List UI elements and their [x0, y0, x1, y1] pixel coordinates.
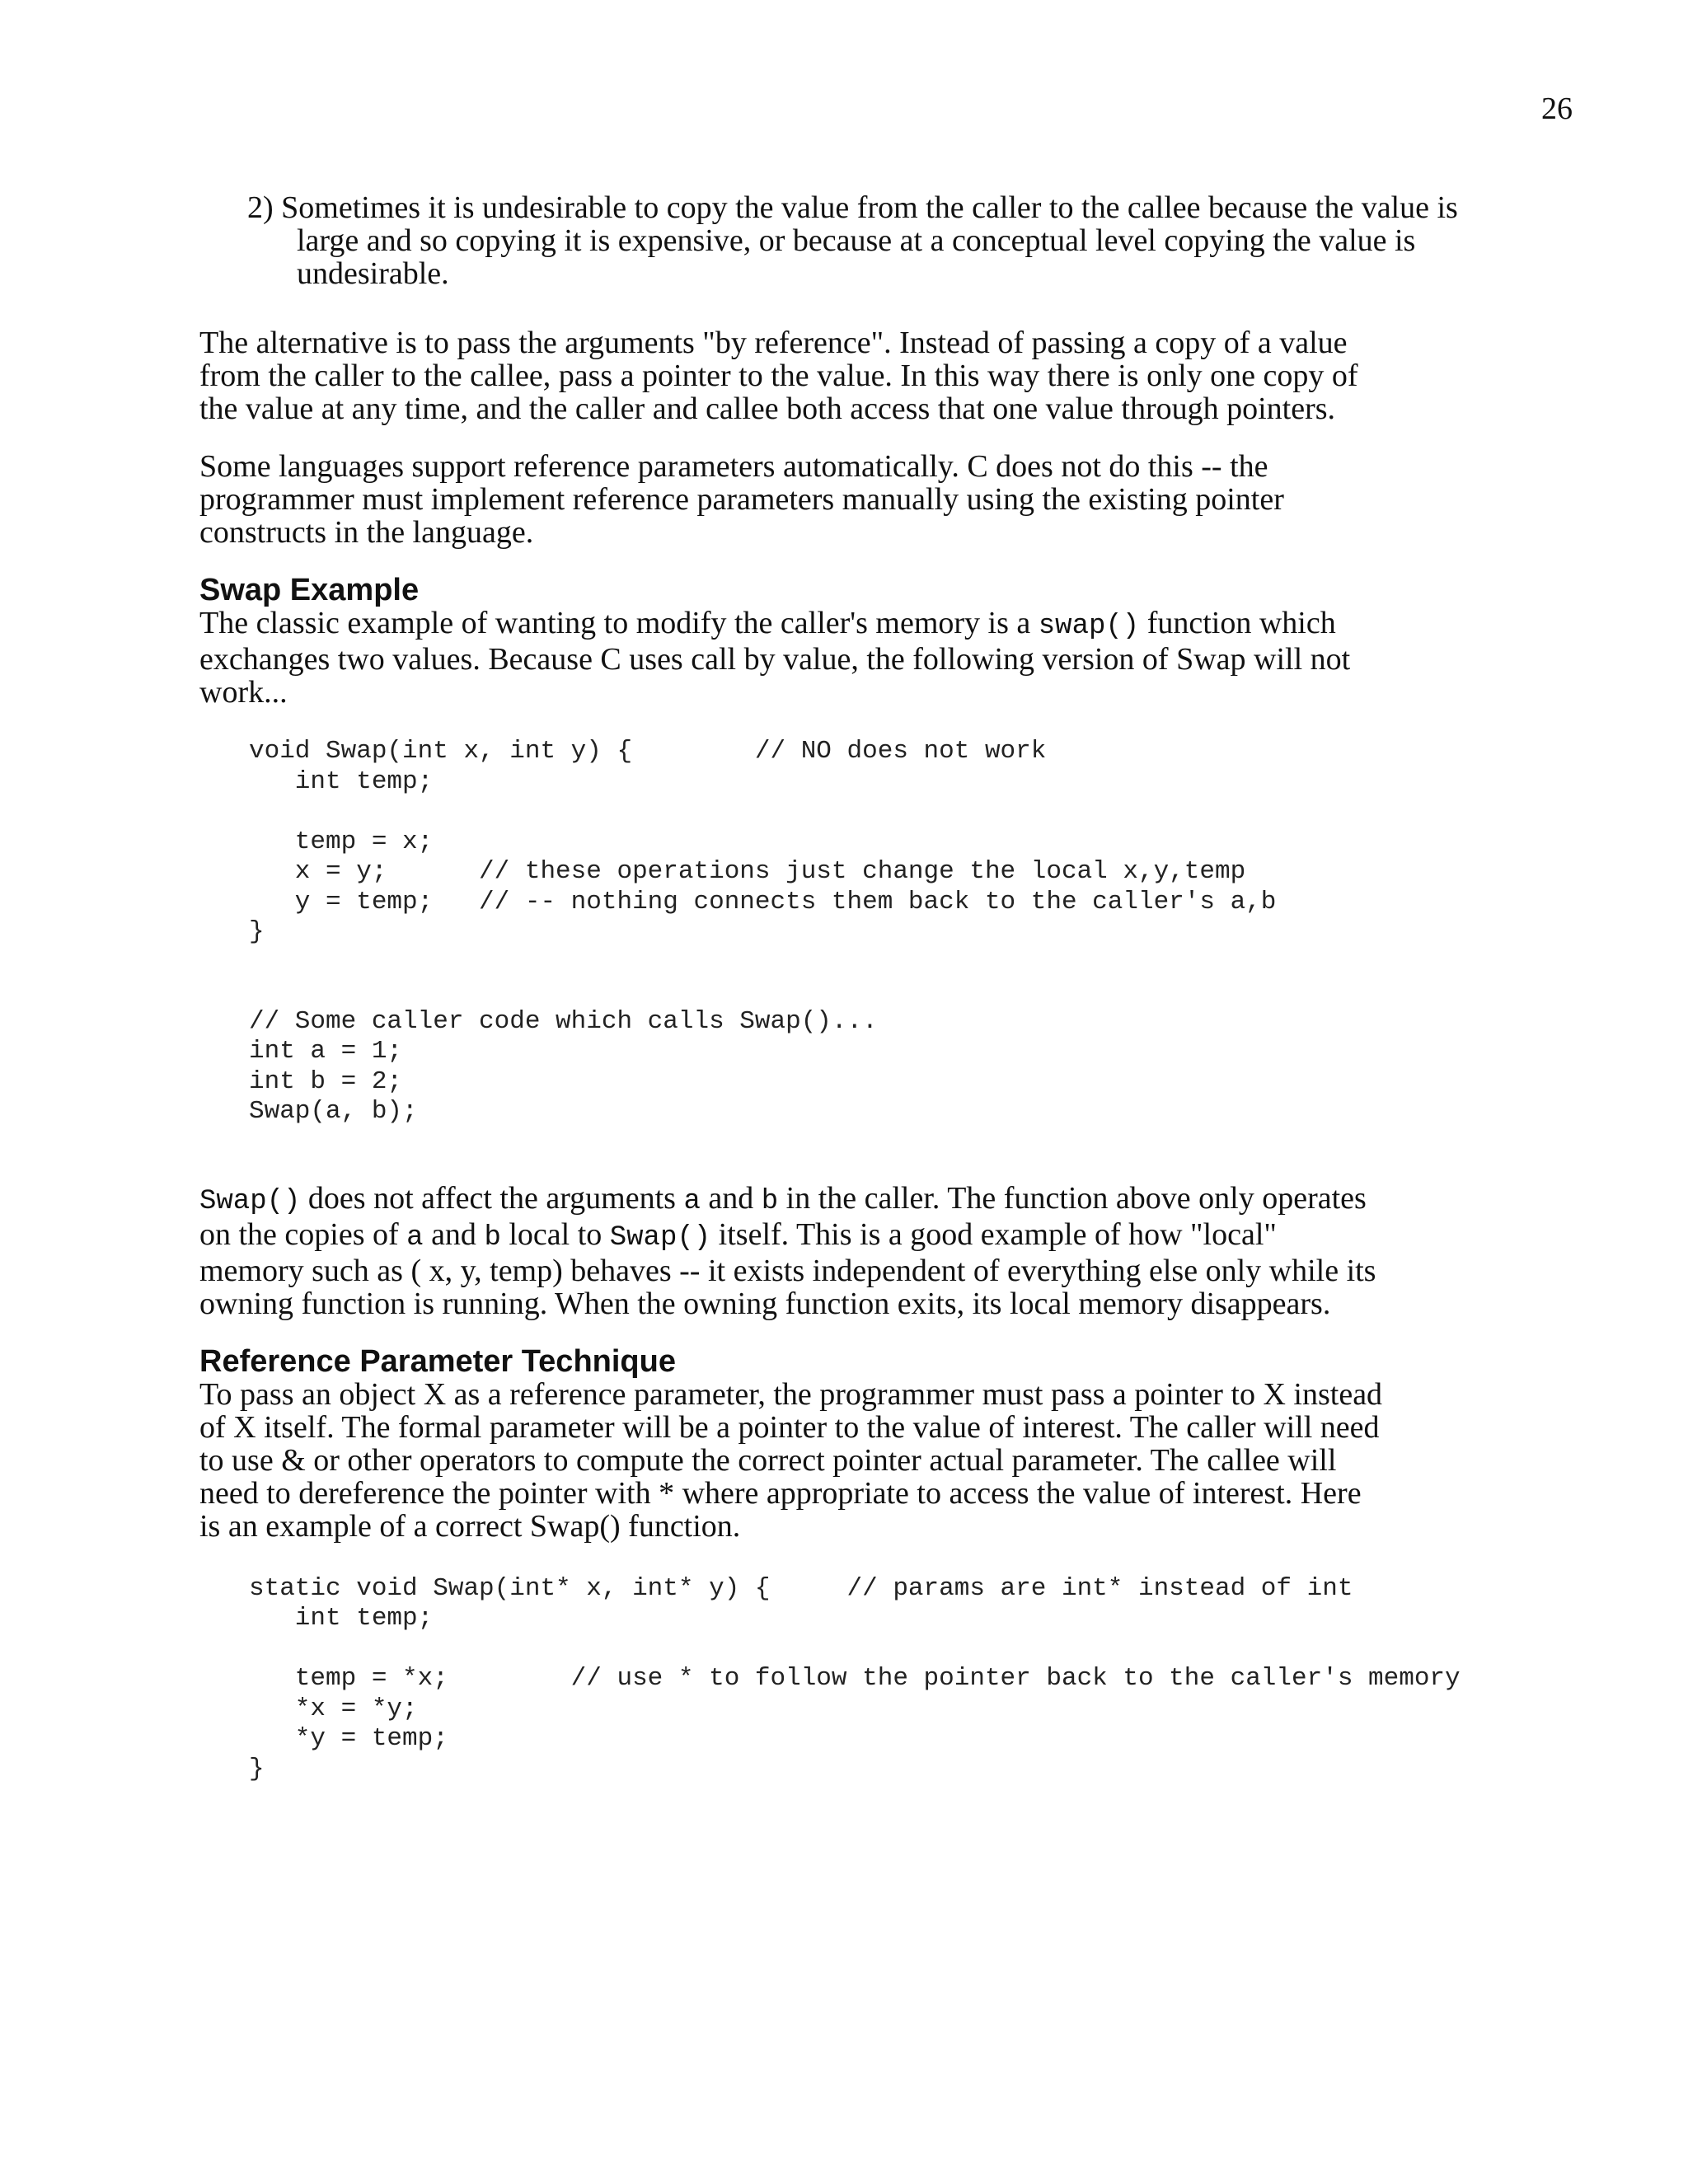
explain-text: local to	[500, 1216, 610, 1252]
swap-intro-text-1: The classic example of wanting to modify the caller's memory is a	[199, 606, 1039, 640]
code-block-swap-by-reference: static void Swap(int* x, int* y) { // params are int* instead of int int temp; temp = *x; // use * to follow the pointer back to the caller's memory *x = *y; *y = temp; }	[249, 1573, 1461, 1783]
reference-parameter-paragraph: To pass an object X as a reference parameter, the programmer must pass a pointer to X instead of X itself. The formal parameter will be a pointer to the value of interest. The caller will need to use & or other operators to compute the correct pointer actual parameter. The callee will need to dereference the pointer with * where appropriate to access the value of interest. Here is an example of a correct Swap() function.	[199, 1376, 1383, 1544]
page-content	[199, 191, 1617, 1784]
inline-code-b: b	[761, 1185, 779, 1217]
code-block-swap-by-value: void Swap(int x, int y) { // NO does not work int temp; temp = x; x = y; // these operations just change the local x,y,temp y = temp; // -- nothing connects them back to the caller's a,b }	[249, 737, 1277, 946]
swap-inline-code: swap()	[1038, 611, 1140, 642]
swap-intro-paragraph	[199, 607, 1386, 709]
reference-parameter-heading: Reference Parameter Technique	[199, 1343, 676, 1379]
inline-code-b: b	[484, 1221, 501, 1254]
code-spacer	[199, 948, 1617, 977]
inline-code-swap: Swap()	[609, 1221, 711, 1254]
inline-code-a: a	[406, 1221, 424, 1254]
inline-code-swap: Swap()	[199, 1185, 301, 1217]
code-block-caller: // Some caller code which calls Swap()... int a = 1; int b = 2; Swap(a, b);	[249, 1006, 878, 1126]
inline-code-a: a	[683, 1185, 701, 1217]
explain-text: does not affect the arguments	[300, 1180, 684, 1216]
swap-example-heading: Swap Example	[199, 573, 420, 607]
explain-text: itself. This is a good example of how "local" memory such as ( x, y, temp) behaves -- it exists independent of everything else only while its owning function is running. When the owning function exits, its local memory disappears.	[199, 1216, 1376, 1321]
explain-text: and	[423, 1216, 485, 1252]
page-number: 26	[1541, 91, 1573, 126]
swap-explanation-paragraph	[199, 1182, 1386, 1320]
explain-text: in the caller. The function above only operates on the copies of	[199, 1180, 1367, 1252]
explain-text: and	[700, 1180, 762, 1216]
paragraph-languages: Some languages support reference parameters automatically. C does not do this -- the programmer must implement reference parameters manually using the existing pointer constructs in the language.	[199, 449, 1284, 550]
paragraph-by-reference: The alternative is to pass the arguments "by reference". Instead of passing a copy of a value from the caller to the callee, pass a pointer to the value. In this way there is only one copy of the value at any time, and the caller and callee both access that one value through pointers.	[199, 326, 1358, 426]
numbered-item-2: 2) Sometimes it is undesirable to copy the value from the caller to the callee because the value is large and so copying it is expensive, or because at a conceptual level copying the value is undesirable.	[247, 190, 1458, 291]
swap-intro-text-2: function which exchanges two values. Because C uses call by value, the following version of Swap will not work...	[199, 606, 1351, 710]
